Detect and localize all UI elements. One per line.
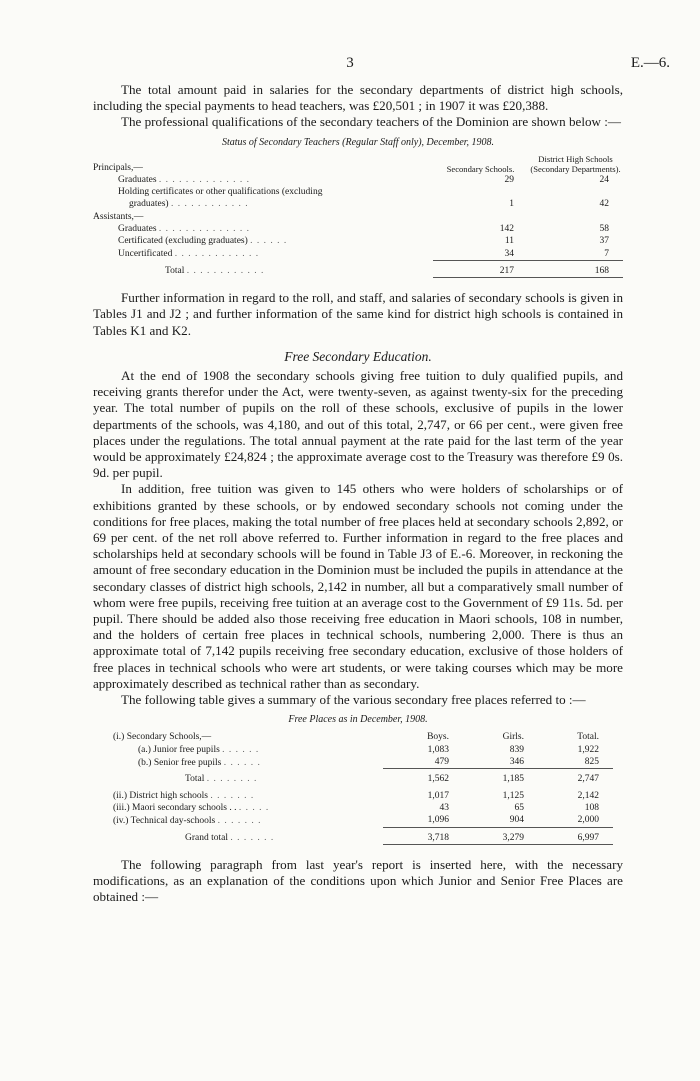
table-row: (b.) Senior free pupils . . . . . . 479 346 825 — [113, 756, 613, 769]
table1-caption: Status of Secondary Teachers (Regular Staff only), December, 1908. — [221, 136, 495, 148]
table-row: (iii.) Maori secondary schools . . . . . . . 43 65 108 — [113, 802, 613, 814]
cell-value: 65 — [514, 802, 524, 813]
row-label: (a.) Junior free pupils — [138, 744, 220, 755]
cell-value: 34 — [504, 248, 514, 259]
paragraph-salaries: The total amount paid in salaries for the secondary departments of district high schools, including the special payments to head teachers, was £20,501 ; in 1907 it was £20,388. — [93, 82, 623, 114]
cell-value: 1,922 — [577, 744, 599, 755]
row-label: (b.) Senior free pupils — [138, 757, 222, 768]
grand-total-value: 6,997 — [577, 832, 599, 843]
cell-value: 2,142 — [577, 790, 599, 801]
grand-total-label: Grand total — [185, 833, 229, 844]
grand-total-value: 3,279 — [502, 832, 524, 843]
total-label: Total — [185, 774, 205, 785]
row-label: Graduates — [118, 174, 157, 185]
header-boys: Boys. — [427, 732, 449, 743]
header-total: Total. — [577, 732, 599, 743]
cell-value: 1,083 — [427, 744, 449, 755]
cell-value: 1,125 — [502, 790, 524, 801]
secondary-schools-label: (i.) Secondary Schools,— — [113, 732, 212, 743]
grand-total-value: 3,718 — [427, 832, 449, 843]
cell-value: 479 — [434, 757, 449, 768]
cell-value: 825 — [584, 757, 599, 768]
col-district-high-schools: District High Schools (Secondary Departments). — [530, 153, 621, 174]
header-girls: Girls. — [502, 732, 524, 743]
table-row: (ii.) District high schools . . . . . . . 1,017 1,125 2,142 — [113, 790, 613, 802]
cell-value: 142 — [499, 224, 514, 234]
row-label: (ii.) District high schools — [113, 790, 208, 801]
cell-value: 58 — [599, 224, 609, 234]
cell-value: 839 — [509, 744, 524, 755]
assistants-label: Assistants,— — [93, 211, 144, 222]
cell-value: 1,017 — [427, 790, 449, 801]
document-reference: E.—6. — [630, 55, 670, 71]
page-body — [93, 82, 623, 905]
cell-value: 2,000 — [577, 815, 599, 826]
row-label: (iv.) Technical day-schools — [113, 815, 216, 826]
row-label-continued: graduates) — [129, 199, 169, 210]
cell-value: 43 — [439, 802, 449, 813]
table-row — [93, 186, 623, 198]
row-label: Holding certificates or other qualifications (excluding — [118, 187, 323, 198]
table-row: (iv.) Technical day-schools . . . . . . . 1,096 904 2,000 — [113, 814, 613, 827]
table2-caption: Free Places as in December, 1908. — [288, 714, 428, 726]
paragraph-additional-free-tuition: In addition, free tuition was given to 145 others who were holders of scholarships or of exhibitions granted by these schools, or by endowed secondary schools not coming under the conditions for free places, making the total number of free places held at secondary schools 2,892, or 69 per cent. of the net roll above referred to. Further information in regard to the free places and scholarships held at secondary schools will be found in Table J3 of E.-6. Moreover, in reckoning the amount of free secondary education in the Dominion must be included the pupils in attendance at the secondary classes of district high schools, 2,142 in number, all but a comparatively small number of whom were free pupils, receiving free tuition at an average cost to the Government of £9 11s. 5d. per pupil. There should be added also those receiving free education in Maori schools, 108 in number, and the holders of certain free places in technical schools, numbering 2,000. There is thus an approximate total of 7,142 pupils receiving free secondary education, exclusive of those holders of free places in technical schools who were art students, or were taking courses which may be more approximately described as technical rather than as secondary. — [93, 481, 623, 691]
page-number: 3 — [346, 55, 354, 71]
paragraph-further-info: Further information in regard to the roll, and staff, and salaries of secondary schools is given in Tables J1 and J2 ; and further information of the same kind for district high schools is contained in Tables K1 and K2. — [93, 290, 623, 338]
cell-value: 29 — [504, 174, 514, 185]
cell-value: 108 — [584, 802, 599, 813]
teachers-status-table — [93, 154, 623, 282]
table-row: graduates) . . . . . . . . . . . . 1 42 — [93, 198, 623, 210]
paragraph-free-tuition: At the end of 1908 the secondary schools giving free tuition to duly qualified pupils, and receiving grants therefor under the Act, were twenty-seven, as against twenty-six for the preceding year. The total number of pupils on the roll of these schools, exclusive of pupils in the lower departments of the schools, was 4,180, and out of this total, 2,747, or 66 per cent., were given free places under the regulations. The total annual payment at the rate paid for the last term of the year would be approximately £24,824 ; the approximate average cost to the Treasury was therefore £9 0s. 9d. per pupil. — [93, 368, 623, 481]
total-row: Total . . . . . . . . . . . . 217 168 — [93, 265, 623, 278]
total-value: 1,562 — [427, 774, 449, 785]
row-label: Certificated (excluding graduates) — [118, 236, 248, 247]
total-value: 1,185 — [502, 774, 524, 785]
cell-value: 1 — [509, 199, 514, 210]
free-places-table — [113, 731, 613, 848]
section-title: Free Secondary Education. — [284, 348, 432, 364]
principals-label: Principals,— — [93, 162, 143, 173]
total-label: Total — [165, 266, 185, 277]
total-value: 168 — [594, 265, 609, 276]
table-row: Uncertificated . . . . . . . . . . . . . 34 7 — [93, 248, 623, 261]
cell-value: 346 — [509, 757, 524, 768]
cell-value: 7 — [604, 248, 609, 259]
table-row: Graduates . . . . . . . . . . . . . . 29 24 — [93, 174, 623, 186]
cell-value: 42 — [599, 199, 609, 210]
row-label: Graduates — [118, 224, 157, 234]
cell-value: 11 — [504, 236, 514, 247]
total-value: 2,747 — [577, 774, 599, 785]
cell-value: 37 — [599, 236, 609, 247]
col-secondary-schools: Secondary Schools. — [446, 163, 515, 174]
table-row: Graduates . . . . . . . . . . . . . . 142 58 — [93, 223, 623, 235]
total-value: 217 — [499, 265, 514, 276]
paragraph-summary-intro: The following table gives a summary of the various secondary free places referred to :— — [121, 692, 586, 708]
paragraph-free-places-conditions: The following paragraph from last year's report is inserted here, with the necessary modifications, as an explanation of the conditions upon which Junior and Senior Free Places are obtained :— — [93, 856, 623, 905]
row-label: Uncertificated — [118, 249, 173, 260]
paragraph-qualifications-intro: The professional qualifications of the secondary teachers of the Dominion are shown below :— — [121, 114, 621, 130]
grand-total-row: Grand total . . . . . . . 3,718 3,279 6,997 — [113, 832, 613, 845]
table-row: (a.) Junior free pupils . . . . . . 1,083 839 1,922 — [113, 744, 613, 756]
cell-value: 904 — [509, 815, 524, 826]
row-label: (iii.) Maori secondary schools . . — [113, 802, 237, 813]
cell-value: 1,096 — [427, 815, 449, 826]
cell-value: 24 — [599, 174, 609, 185]
table-row: Certificated (excluding graduates) . . . . . . 11 37 — [93, 235, 623, 247]
total-row: Total . . . . . . . . 1,562 1,185 2,747 — [113, 773, 613, 785]
